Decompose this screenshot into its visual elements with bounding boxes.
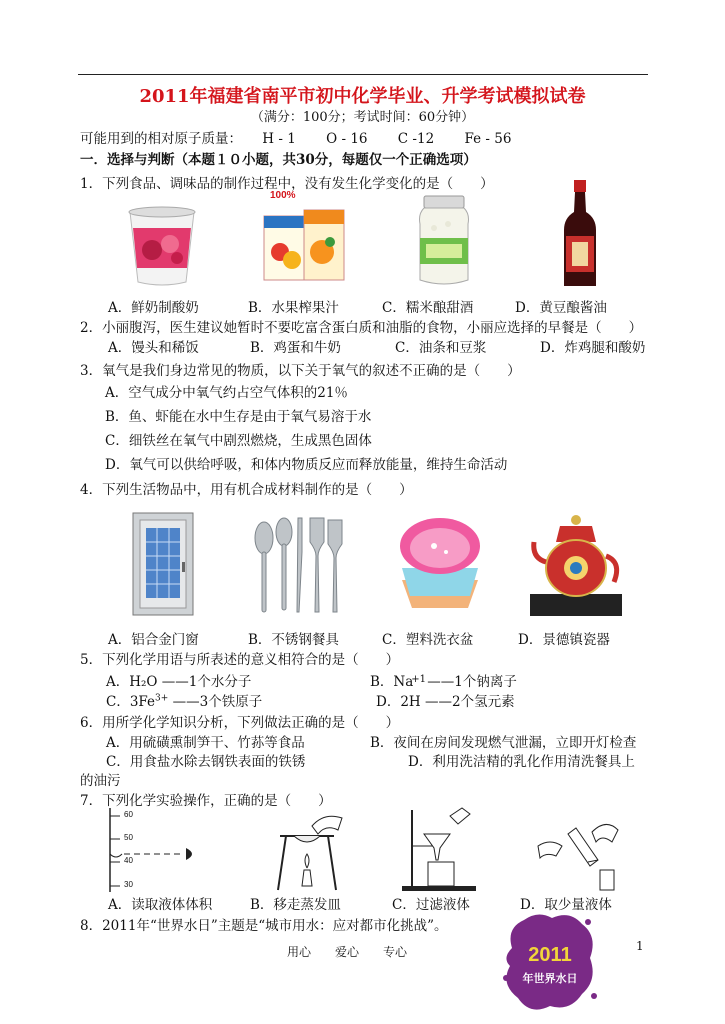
q3-stem: 3．氧气是我们身边常见的物质，以下关于氧气的叙述不正确的是（ ） bbox=[80, 363, 521, 379]
q2-option-c: C．油条和豆浆 bbox=[395, 340, 487, 356]
q5-option-c-charge: 3+ bbox=[155, 693, 169, 704]
q2-option-d: D．炸鸡腿和酸奶 bbox=[540, 340, 646, 356]
q7-option-d: D．取少量液体 bbox=[520, 897, 612, 913]
q6-option-a: A．用硫磺熏制笋干、竹荪等食品 bbox=[106, 735, 305, 751]
atomic-mass-h: H - 1 bbox=[262, 131, 296, 147]
q4-option-b: B．不锈钢餐具 bbox=[248, 632, 339, 648]
exam-info: （满分：100分；考试时间：60分钟） bbox=[250, 110, 475, 125]
q1-option-c: C．糯米酿甜酒 bbox=[382, 300, 474, 316]
q4-option-d: D．景德镇瓷器 bbox=[518, 632, 610, 648]
q6-option-c: C．用食盐水除去钢铁表面的铁锈 bbox=[106, 754, 306, 770]
cylinder-tick-label: 50 bbox=[124, 833, 133, 842]
q5-option-b-symbol: B．Na bbox=[370, 674, 414, 690]
atomic-mass-o: O - 16 bbox=[326, 131, 368, 147]
q2-option-b: B．鸡蛋和牛奶 bbox=[250, 340, 341, 356]
juice-box-image bbox=[262, 190, 348, 282]
q5-option-b-charge: +1 bbox=[411, 674, 427, 685]
q3-option-c: C．细铁丝在氧气中剧烈燃烧，生成黑色固体 bbox=[105, 433, 372, 449]
yogurt-cup-image bbox=[122, 198, 202, 288]
q3-option-a: A．空气成分中氧气约占空气体积的21％ bbox=[105, 385, 348, 401]
q5-option-c-meaning: ——3个铁原子 bbox=[172, 694, 263, 710]
plastic-basin-image bbox=[398, 516, 482, 612]
page-number: 1 bbox=[636, 939, 644, 953]
q7-option-c: C．过滤液体 bbox=[392, 897, 470, 913]
q7-option-a: A．读取液体体积 bbox=[108, 897, 213, 913]
footer-motto: 用心 爱心 专心 bbox=[287, 945, 408, 959]
q5-option-c bbox=[106, 690, 262, 710]
q6-option-d-continued: 的油污 bbox=[80, 773, 121, 789]
q5-stem: 5．下列化学用语与所表述的意义相符合的是（ ） bbox=[80, 652, 400, 668]
q6-stem: 6．用所学化学知识分析，下列做法正确的是（ ） bbox=[80, 715, 400, 731]
section-heading: 一．选择与判断（本题１０小题，共30分，每题仅一个正确选项） bbox=[80, 152, 477, 168]
q4-option-a: A．铝合金门窗 bbox=[108, 632, 199, 648]
q3-option-b: B．鱼、虾能在水中生存是由于氧气易溶于水 bbox=[105, 409, 372, 425]
read-volume-diagram bbox=[104, 808, 204, 892]
q4-option-c: C．塑料洗衣盆 bbox=[382, 632, 474, 648]
aluminum-door-image bbox=[132, 512, 194, 616]
q1-option-b: B．水果榨果汁 bbox=[248, 300, 339, 316]
q1-stem: 1．下列食品、调味品的制作过程中，没有发生化学变化的是（ ） bbox=[80, 176, 494, 192]
q5-option-b-meaning: ——1个钠离子 bbox=[427, 674, 517, 690]
top-rule bbox=[78, 74, 648, 75]
logo-year: 2011 bbox=[528, 944, 572, 966]
page-title: 2011年福建省南平市初中化学毕业、升学考试模拟试卷 bbox=[139, 86, 586, 107]
q2-option-a: A．馒头和稀饭 bbox=[108, 340, 199, 356]
move-evaporating-dish-diagram bbox=[262, 808, 352, 892]
world-water-day-logo bbox=[500, 908, 600, 1018]
porcelain-teapot-image bbox=[530, 512, 622, 616]
q7-option-b: B．移走蒸发皿 bbox=[250, 897, 341, 913]
cylinder-tick-label: 30 bbox=[124, 880, 133, 889]
q5-option-c-symbol: C．3Fe bbox=[106, 694, 156, 710]
rice-wine-jar-image bbox=[414, 194, 474, 290]
soy-sauce-bottle-image bbox=[560, 178, 600, 290]
filtration-diagram bbox=[400, 806, 490, 892]
atomic-mass-fe: Fe - 56 bbox=[464, 131, 512, 147]
take-liquid-diagram bbox=[532, 812, 622, 892]
cylinder-tick-label: 60 bbox=[124, 810, 133, 819]
q2-stem: 2．小丽腹泻，医生建议她暂时不要吃富含蛋白质和油脂的食物，小丽应选择的早餐是（ ） bbox=[80, 320, 643, 336]
atomic-mass-label: 可能用到的相对原子质量： bbox=[80, 131, 242, 147]
q3-option-d: D．氧气可以供给呼吸，和体内物质反应而释放能量，维持生命活动 bbox=[105, 457, 508, 473]
q7-stem: 7．下列化学实验操作，正确的是（ ） bbox=[80, 793, 332, 809]
q8-stem: 8．2011年“世界水日”主题是“城市用水：应对都市化挑战”。 bbox=[80, 918, 448, 934]
q1-option-d: D．黄豆酿酱油 bbox=[515, 300, 607, 316]
juice-badge: 100% bbox=[270, 190, 296, 201]
cylinder-tick-label: 40 bbox=[124, 856, 133, 865]
atomic-mass-line bbox=[80, 127, 511, 147]
q5-option-a: A．H₂O ——1个水分子 bbox=[106, 674, 252, 690]
atomic-mass-c: C -12 bbox=[397, 131, 435, 147]
q4-stem: 4．下列生活物品中，用有机合成材料制作的是（ ） bbox=[80, 482, 413, 498]
q1-option-a: A．鲜奶制酸奶 bbox=[108, 300, 199, 316]
q5-option-b bbox=[370, 670, 517, 690]
cutlery-image bbox=[250, 512, 346, 616]
q6-option-b: B．夜间在房间发现燃气泄漏，立即开灯检查 bbox=[370, 735, 637, 751]
logo-text: 年世界水日 bbox=[522, 972, 578, 985]
q5-option-d: D．2H ——2个氢元素 bbox=[376, 694, 515, 710]
q6-option-d: D．利用洗洁精的乳化作用清洗餐具上 bbox=[408, 754, 635, 770]
